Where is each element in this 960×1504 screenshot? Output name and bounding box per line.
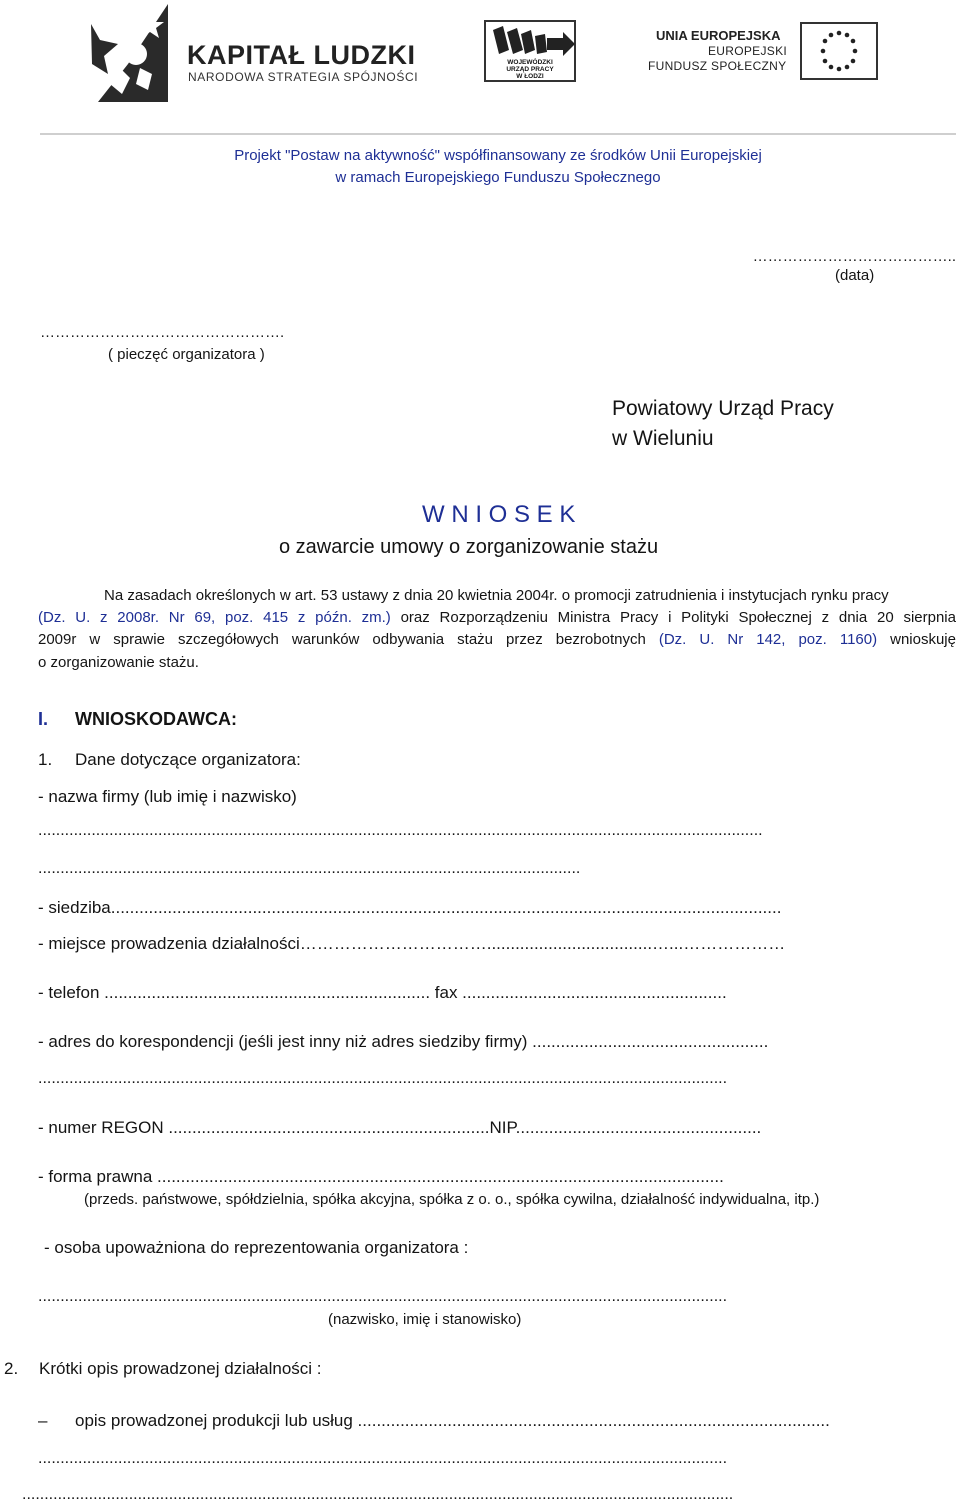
stamp-label: ( pieczęć organizatora ) [108,346,265,363]
document-subtitle: o zawarcie umowy o zorganizowanie stażu [279,536,659,558]
wup-dominoes-icon [487,24,575,62]
company-name-label: - nazwa firmy (lub imię i nazwisko) [38,787,297,806]
eu-line1: UNIA EUROPEJSKA [656,28,781,43]
activity-description-field-2[interactable]: ........................................................................................................................................................... [38,1450,728,1467]
intro-dz-u-2008: (Dz. U. z 2008r. Nr 69, poz. 415 z późn. zm.) [38,609,391,626]
date-field-dots[interactable]: ………………………………….. [752,248,956,265]
stamp-field-dots[interactable]: …………………………………………. [40,324,285,341]
business-place-field[interactable]: - miejsce prowadzenia działalności……………………………...................................…...……………… [38,934,786,953]
legal-form-hint: (przeds. państwowe, spółdzielnia, spółka akcyjna, spółka z o. o., spółka cywilna, działalność indywidualna, itp.) [84,1191,820,1208]
legal-form-field[interactable]: - forma prawna ........................................................................................................................ [38,1167,724,1186]
wup-line3: W ŁODZI [516,73,544,80]
company-name-field[interactable]: ................................................................................................................................................................... [38,822,763,839]
project-line-2: w ramach Europejskiego Funduszu Społecznego [335,169,661,186]
subsection-1-number: 1. [38,750,53,769]
date-label: (data) [835,267,875,284]
office-city: w Wieluniu [612,427,714,450]
activity-description-field[interactable]: opis prowadzonej produkcji lub usług .................................................................................................... [75,1411,830,1430]
project-line-1: Projekt "Postaw na aktywność" współfinansowany ze środków Unii Europejskiej [234,147,762,164]
logo-kapital-ludzki [88,4,433,102]
eu-line2: EUROPEJSKI [708,44,788,58]
kapital-ludzki-subtitle: NARODOWA STRATEGIA SPÓJNOŚCI [188,70,419,84]
section-2-heading: Krótki opis prowadzonej działalności : [39,1359,322,1378]
intro-line-3 [38,631,956,648]
phone-fax-field[interactable]: - telefon ..................................................................... fax ........................................................ [38,983,727,1002]
company-name-field-2[interactable]: .......................................................................................................................... [38,860,581,877]
representative-hint: (nazwisko, imię i stanowisko) [328,1311,522,1328]
subsection-1-heading: Dane dotyczące organizatora: [75,750,301,769]
logo-wup-lodz [484,20,576,82]
intro-line-4: o zorganizowanie stażu. [38,654,199,671]
eu-flag [800,22,878,80]
section-1-heading: WNIOSKODAWCA: [75,709,237,729]
seat-field[interactable]: - siedziba.............................................................................................................................................. [38,898,782,917]
intro-request: wnioskuję [877,631,956,648]
kapital-ludzki-emblem-icon [88,4,168,102]
activity-description-field-3[interactable]: ................................................................................................................................................................ [22,1486,734,1503]
intro-dz-u-142: (Dz. U. Nr 142, poz. 1160) [658,631,878,648]
header-divider [40,133,956,135]
logo-eu-efs [646,22,882,84]
eu-stars-icon [802,24,876,78]
representative-label: - osoba upoważniona do reprezentowania organizatora : [44,1238,469,1257]
activity-bullet: – [38,1411,48,1430]
document-title: W N I O S E K [422,501,576,528]
intro-regulation-cont: 2009r w sprawie szczegółowych warunków odbywania stażu przez bezrobotnych [38,631,659,648]
intro-line-2 [38,609,956,626]
section-2-number: 2. [4,1359,19,1378]
intro-line-1: Na zasadach określonych w art. 53 ustawy z dnia 20 kwietnia 2004r. o promocji zatrudnienia i instytucjach rynku pracy [104,587,889,604]
representative-field[interactable]: ........................................................................................................................................................... [38,1288,728,1305]
regon-nip-field[interactable]: - numer REGON ....................................................................NIP.................................................... [38,1118,762,1137]
eu-line3: FUNDUSZ SPOŁECZNY [648,59,787,73]
correspondence-address-field[interactable]: - adres do korespondencji (jeśli jest inny niż adres siedziby firmy) .................................................. [38,1032,769,1051]
office-name: Powiatowy Urząd Pracy [612,397,834,420]
correspondence-address-field-2[interactable]: ........................................................................................................................................................... [38,1070,728,1087]
section-1-number: I. [38,709,49,729]
kapital-ludzki-title: KAPITAŁ LUDZKI [187,40,416,70]
wup-line2: URZĄD PRACY [506,66,554,73]
intro-regulation: oraz Rozporządzeniu Ministra Pracy i Polityki Społecznej z dnia 20 sierpnia [390,609,956,626]
wup-line1: WOJEWÓDZKI [507,59,553,66]
